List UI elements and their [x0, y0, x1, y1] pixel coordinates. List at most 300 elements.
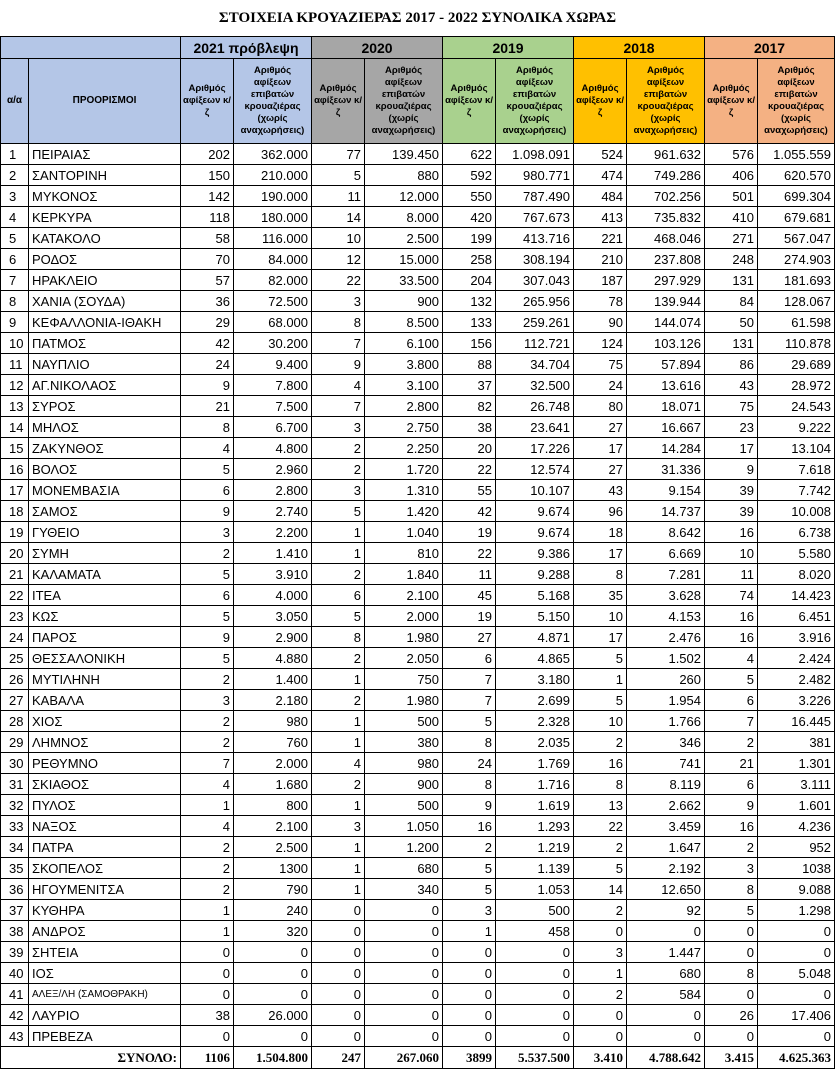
passengers-2020: 3.800: [365, 354, 443, 375]
passengers-2017: 3.226: [758, 690, 835, 711]
passengers-2019: 34.704: [496, 354, 574, 375]
passengers-2018: 139.944: [627, 291, 705, 312]
arrivals-2020: 1: [312, 795, 365, 816]
arrivals-2020: 7: [312, 396, 365, 417]
passengers-2021: 6.700: [234, 417, 312, 438]
arrivals-2020: 3: [312, 480, 365, 501]
destination-name: ΗΓΟΥΜΕΝΙΤΣΑ: [29, 879, 181, 900]
passengers-2019: 1.053: [496, 879, 574, 900]
passengers-2019: 0: [496, 963, 574, 984]
passengers-2019: 0: [496, 984, 574, 1005]
passengers-2017: 24.543: [758, 396, 835, 417]
passengers-2017: 1.601: [758, 795, 835, 816]
passengers-2020: 0: [365, 1026, 443, 1047]
table-row: [1, 186, 835, 207]
destination-name: ΑΛΕΞ/ΛΗ (ΣΑΜΟΘΡΑΚΗ): [29, 984, 181, 1005]
passengers-2021: 210.000: [234, 165, 312, 186]
arrivals-2020: 0: [312, 1005, 365, 1026]
passengers-2020: 500: [365, 795, 443, 816]
passengers-2019: 10.107: [496, 480, 574, 501]
passengers-2017: 14.423: [758, 585, 835, 606]
table-row: [1, 774, 835, 795]
table-row: [1, 312, 835, 333]
arrivals-2021: 57: [181, 270, 234, 291]
arrivals-2021: 7: [181, 753, 234, 774]
destination-name: ΚΑΛΑΜΑΤΑ: [29, 564, 181, 585]
arrivals-2019: 9: [443, 795, 496, 816]
passengers-2019: 5.150: [496, 606, 574, 627]
arrivals-2017: 50: [705, 312, 758, 333]
passengers-2019: 26.748: [496, 396, 574, 417]
destination-name: ΝΑΥΠΛΙΟ: [29, 354, 181, 375]
passengers-2018: 6.669: [627, 543, 705, 564]
column-header-row: [1, 59, 835, 144]
passengers-2021: 0: [234, 984, 312, 1005]
arrivals-2020: 7: [312, 333, 365, 354]
passengers-2021: 68.000: [234, 312, 312, 333]
arrivals-2021: 42: [181, 333, 234, 354]
passengers-2017: 3.111: [758, 774, 835, 795]
passengers-2018: 702.256: [627, 186, 705, 207]
destination-name: ΠΑΤΡΑ: [29, 837, 181, 858]
arrivals-2019: 204: [443, 270, 496, 291]
arrivals-2020: 6: [312, 585, 365, 606]
passengers-2021: 2.180: [234, 690, 312, 711]
arrivals-2019: 88: [443, 354, 496, 375]
arrivals-2020: 1: [312, 711, 365, 732]
destination-name: ΡΕΘΥΜΝΟ: [29, 753, 181, 774]
arrivals-2021: 3: [181, 690, 234, 711]
passengers-2021: 1300: [234, 858, 312, 879]
passengers-2020: 1.310: [365, 480, 443, 501]
passengers-2020: 880: [365, 165, 443, 186]
table-row: [1, 480, 835, 501]
passengers-2020: 8.500: [365, 312, 443, 333]
destination-name: ΒΟΛΟΣ: [29, 459, 181, 480]
table-row: [1, 270, 835, 291]
passengers-2020: 900: [365, 774, 443, 795]
passengers-2021: 0: [234, 942, 312, 963]
passengers-2018: 1.502: [627, 648, 705, 669]
passengers-2020: 1.720: [365, 459, 443, 480]
arrivals-2018: 2: [574, 900, 627, 921]
passengers-2017: 567.047: [758, 228, 835, 249]
arrivals-2018: 22: [574, 816, 627, 837]
arrivals-2019: 5: [443, 879, 496, 900]
table-row: [1, 690, 835, 711]
arrivals-2018: 1: [574, 963, 627, 984]
passengers-2020: 680: [365, 858, 443, 879]
arrivals-2019: 27: [443, 627, 496, 648]
passengers-2017: 3.916: [758, 627, 835, 648]
passengers-2020: 139.450: [365, 144, 443, 165]
passengers-2020: 1.420: [365, 501, 443, 522]
passengers-2020: 1.980: [365, 690, 443, 711]
passengers-2020: 980: [365, 753, 443, 774]
destination-name: ΛΗΜΝΟΣ: [29, 732, 181, 753]
destination-name: ΛΑΥΡΙΟ: [29, 1005, 181, 1026]
arrivals-2021: 2: [181, 732, 234, 753]
passengers-2019: 9.386: [496, 543, 574, 564]
passengers-2021: 7.500: [234, 396, 312, 417]
destination-name: ΜΟΝΕΜΒΑΣΙΑ: [29, 480, 181, 501]
arrivals-2017: 406: [705, 165, 758, 186]
passengers-header-2018: Αριθμός αφίξεων επιβατών κρουαζιέρας (χωρίς αναχωρήσεις): [627, 59, 705, 144]
arrivals-2017: 16: [705, 522, 758, 543]
arrivals-2017: 26: [705, 1005, 758, 1026]
passengers-2018: 57.894: [627, 354, 705, 375]
arrivals-2019: 82: [443, 396, 496, 417]
table-row: [1, 1005, 835, 1026]
passengers-2017: 8.020: [758, 564, 835, 585]
row-index: 12: [1, 375, 29, 396]
passengers-2019: 12.574: [496, 459, 574, 480]
passengers-2017: 9.088: [758, 879, 835, 900]
arrivals-2019: 19: [443, 606, 496, 627]
passengers-2017: 1038: [758, 858, 835, 879]
passengers-2021: 180.000: [234, 207, 312, 228]
arrivals-2018: 14: [574, 879, 627, 900]
passengers-2019: 413.716: [496, 228, 574, 249]
passengers-2017: 6.738: [758, 522, 835, 543]
row-index: 33: [1, 816, 29, 837]
arrivals-2017: 16: [705, 627, 758, 648]
arrivals-2018: 124: [574, 333, 627, 354]
passengers-2020: 340: [365, 879, 443, 900]
arrivals-2018: 0: [574, 921, 627, 942]
table-row: [1, 711, 835, 732]
row-index: 14: [1, 417, 29, 438]
row-index: 34: [1, 837, 29, 858]
destination-name: ΠΥΛΟΣ: [29, 795, 181, 816]
passengers-2021: 4.000: [234, 585, 312, 606]
row-index: 16: [1, 459, 29, 480]
arrivals-2019: 16: [443, 816, 496, 837]
passengers-2021: 790: [234, 879, 312, 900]
arrivals-2020: 1: [312, 669, 365, 690]
arrivals-2018: 24: [574, 375, 627, 396]
passengers-2019: 9.674: [496, 522, 574, 543]
arrivals-2018: 13: [574, 795, 627, 816]
passengers-2017: 620.570: [758, 165, 835, 186]
arrivals-2017: 0: [705, 984, 758, 1005]
passengers-2018: 1.647: [627, 837, 705, 858]
arrivals-2017: 16: [705, 606, 758, 627]
arrivals-2017: 501: [705, 186, 758, 207]
arrivals-2018: 5: [574, 690, 627, 711]
arrivals-2021: 1: [181, 921, 234, 942]
passengers-2020: 33.500: [365, 270, 443, 291]
arrivals-2018: 27: [574, 417, 627, 438]
arrivals-2020: 0: [312, 942, 365, 963]
passengers-2017: 17.406: [758, 1005, 835, 1026]
table-row: [1, 627, 835, 648]
row-index: 4: [1, 207, 29, 228]
header-blank: [1, 37, 181, 59]
passengers-2018: 103.126: [627, 333, 705, 354]
arrivals-2018: 17: [574, 438, 627, 459]
passengers-2017: 7.618: [758, 459, 835, 480]
arrivals-2018: 8: [574, 774, 627, 795]
arrivals-2017: 131: [705, 270, 758, 291]
passengers-2017: 679.681: [758, 207, 835, 228]
arrivals-2018: 3: [574, 942, 627, 963]
arrivals-2020: 0: [312, 984, 365, 1005]
arrivals-2017: 0: [705, 942, 758, 963]
destination-name: ΚΩΣ: [29, 606, 181, 627]
arrivals-2017: 2: [705, 837, 758, 858]
passengers-2018: 8.119: [627, 774, 705, 795]
total-arrivals-2017: 3.415: [705, 1047, 758, 1069]
passengers-2021: 760: [234, 732, 312, 753]
passengers-2021: 190.000: [234, 186, 312, 207]
passengers-2017: 0: [758, 984, 835, 1005]
row-index: 28: [1, 711, 29, 732]
row-index: 23: [1, 606, 29, 627]
passengers-2020: 2.800: [365, 396, 443, 417]
cruise-data-table: [0, 36, 835, 1069]
row-index: 31: [1, 774, 29, 795]
passengers-2019: 9.288: [496, 564, 574, 585]
passengers-2017: 5.580: [758, 543, 835, 564]
arrivals-2019: 42: [443, 501, 496, 522]
passengers-2019: 0: [496, 1026, 574, 1047]
arrivals-2017: 5: [705, 900, 758, 921]
arrivals-header-2020: Αριθμός αφίξεων κ/ζ: [312, 59, 365, 144]
passengers-2018: 0: [627, 1005, 705, 1026]
total-passengers-2021: 1.504.800: [234, 1047, 312, 1069]
arrivals-2019: 420: [443, 207, 496, 228]
table-row: [1, 732, 835, 753]
passengers-2020: 15.000: [365, 249, 443, 270]
passengers-2021: 0: [234, 1026, 312, 1047]
passengers-2017: 1.298: [758, 900, 835, 921]
passengers-2020: 810: [365, 543, 443, 564]
arrivals-2020: 3: [312, 291, 365, 312]
arrivals-2019: 0: [443, 942, 496, 963]
passengers-2018: 16.667: [627, 417, 705, 438]
destination-name: ΚΕΦΑΛΛΟΝΙΑ-ΙΘΑΚΗ: [29, 312, 181, 333]
row-index: 22: [1, 585, 29, 606]
passengers-2017: 699.304: [758, 186, 835, 207]
arrivals-2021: 0: [181, 1026, 234, 1047]
table-row: [1, 669, 835, 690]
row-index: 5: [1, 228, 29, 249]
passengers-2020: 6.100: [365, 333, 443, 354]
passengers-header-2019: Αριθμός αφίξεων επιβατών κρουαζιέρας (χωρίς αναχωρήσεις): [496, 59, 574, 144]
table-row: [1, 501, 835, 522]
arrivals-2020: 1: [312, 543, 365, 564]
arrivals-header-2018: Αριθμός αφίξεων κ/ζ: [574, 59, 627, 144]
destination-name: ΓΥΘΕΙΟ: [29, 522, 181, 543]
passengers-2021: 30.200: [234, 333, 312, 354]
passengers-2020: 380: [365, 732, 443, 753]
row-index: 8: [1, 291, 29, 312]
arrivals-2019: 0: [443, 1026, 496, 1047]
passengers-2020: 0: [365, 1005, 443, 1026]
passengers-2019: 500: [496, 900, 574, 921]
arrivals-2019: 258: [443, 249, 496, 270]
arrivals-2020: 2: [312, 690, 365, 711]
passengers-2017: 952: [758, 837, 835, 858]
row-index: 9: [1, 312, 29, 333]
passengers-2017: 6.451: [758, 606, 835, 627]
arrivals-2020: 1: [312, 522, 365, 543]
arrivals-2020: 3: [312, 816, 365, 837]
arrivals-2017: 10: [705, 543, 758, 564]
table-row: [1, 585, 835, 606]
passengers-2021: 2.740: [234, 501, 312, 522]
table-row: [1, 207, 835, 228]
passengers-2021: 4.800: [234, 438, 312, 459]
row-index: 30: [1, 753, 29, 774]
arrivals-2017: 23: [705, 417, 758, 438]
passengers-2019: 458: [496, 921, 574, 942]
arrivals-2021: 70: [181, 249, 234, 270]
arrivals-2020: 9: [312, 354, 365, 375]
passengers-header-2021: Αριθμός αφίξεων επιβατών κρουαζιέρας (χωρίς αναχωρήσεις): [234, 59, 312, 144]
arrivals-2020: 3: [312, 417, 365, 438]
passengers-2020: 900: [365, 291, 443, 312]
passengers-2019: 3.180: [496, 669, 574, 690]
arrivals-2021: 0: [181, 984, 234, 1005]
arrivals-2021: 6: [181, 480, 234, 501]
passengers-2018: 2.192: [627, 858, 705, 879]
passengers-2019: 1.619: [496, 795, 574, 816]
arrivals-2018: 2: [574, 984, 627, 1005]
passengers-2021: 26.000: [234, 1005, 312, 1026]
passengers-2019: 307.043: [496, 270, 574, 291]
arrivals-2020: 2: [312, 648, 365, 669]
arrivals-2020: 2: [312, 774, 365, 795]
passengers-2021: 82.000: [234, 270, 312, 291]
destination-name: ΙΟΣ: [29, 963, 181, 984]
passengers-2018: 1.766: [627, 711, 705, 732]
passengers-2019: 787.490: [496, 186, 574, 207]
arrivals-2020: 5: [312, 606, 365, 627]
passengers-2019: 1.098.091: [496, 144, 574, 165]
arrivals-2018: 96: [574, 501, 627, 522]
passengers-2017: 0: [758, 1026, 835, 1047]
passengers-2018: 741: [627, 753, 705, 774]
passengers-2021: 362.000: [234, 144, 312, 165]
passengers-2017: 110.878: [758, 333, 835, 354]
arrivals-2018: 484: [574, 186, 627, 207]
arrivals-2017: 21: [705, 753, 758, 774]
arrivals-2017: 0: [705, 1026, 758, 1047]
arrivals-2021: 2: [181, 669, 234, 690]
passengers-2021: 2.100: [234, 816, 312, 837]
destinations-header: ΠΡΟΟΡΙΣΜΟΙ: [29, 59, 181, 144]
arrivals-header-2019: Αριθμός αφίξεων κ/ζ: [443, 59, 496, 144]
arrivals-2021: 2: [181, 858, 234, 879]
passengers-2017: 16.445: [758, 711, 835, 732]
passengers-2018: 13.616: [627, 375, 705, 396]
table-row: [1, 417, 835, 438]
table-row: [1, 795, 835, 816]
arrivals-2020: 0: [312, 921, 365, 942]
total-arrivals-2019: 3899: [443, 1047, 496, 1069]
table-row: [1, 963, 835, 984]
row-index: 41: [1, 984, 29, 1005]
arrivals-2020: 1: [312, 732, 365, 753]
row-index: 26: [1, 669, 29, 690]
row-index: 35: [1, 858, 29, 879]
passengers-2020: 1.050: [365, 816, 443, 837]
passengers-2019: 32.500: [496, 375, 574, 396]
arrivals-2019: 132: [443, 291, 496, 312]
arrivals-2020: 8: [312, 627, 365, 648]
passengers-2019: 4.871: [496, 627, 574, 648]
arrivals-2020: 12: [312, 249, 365, 270]
arrivals-2021: 142: [181, 186, 234, 207]
arrivals-2019: 22: [443, 459, 496, 480]
arrivals-2019: 37: [443, 375, 496, 396]
passengers-2018: 8.642: [627, 522, 705, 543]
year-2020-header: 2020: [312, 37, 443, 59]
arrivals-2018: 90: [574, 312, 627, 333]
passengers-2017: 7.742: [758, 480, 835, 501]
destination-name: ΠΡΕΒΕΖΑ: [29, 1026, 181, 1047]
arrivals-2019: 8: [443, 774, 496, 795]
row-index: 1: [1, 144, 29, 165]
table-row: [1, 606, 835, 627]
passengers-2019: 112.721: [496, 333, 574, 354]
passengers-2021: 2.200: [234, 522, 312, 543]
destination-name: ΣΥΜΗ: [29, 543, 181, 564]
passengers-2020: 2.750: [365, 417, 443, 438]
passengers-2018: 9.154: [627, 480, 705, 501]
table-row: [1, 921, 835, 942]
arrivals-2020: 2: [312, 438, 365, 459]
arrivals-2021: 36: [181, 291, 234, 312]
destination-name: ΡΟΔΟΣ: [29, 249, 181, 270]
row-index: 2: [1, 165, 29, 186]
total-passengers-2020: 267.060: [365, 1047, 443, 1069]
arrivals-2020: 22: [312, 270, 365, 291]
destination-name: ΝΑΞΟΣ: [29, 816, 181, 837]
passengers-2021: 4.880: [234, 648, 312, 669]
table-row: [1, 522, 835, 543]
passengers-2018: 12.650: [627, 879, 705, 900]
arrivals-2020: 4: [312, 753, 365, 774]
passengers-2017: 1.055.559: [758, 144, 835, 165]
passengers-2017: 381: [758, 732, 835, 753]
arrivals-2018: 187: [574, 270, 627, 291]
passengers-2018: 14.284: [627, 438, 705, 459]
arrivals-2018: 35: [574, 585, 627, 606]
arrivals-2019: 55: [443, 480, 496, 501]
arrivals-2018: 43: [574, 480, 627, 501]
passengers-2018: 2.476: [627, 627, 705, 648]
arrivals-2021: 6: [181, 585, 234, 606]
row-index: 3: [1, 186, 29, 207]
table-row: [1, 753, 835, 774]
year-2018-header: 2018: [574, 37, 705, 59]
arrivals-2017: 43: [705, 375, 758, 396]
table-row: [1, 942, 835, 963]
arrivals-2021: 4: [181, 774, 234, 795]
passengers-2018: 749.286: [627, 165, 705, 186]
destination-name: ΚΕΡΚΥΡΑ: [29, 207, 181, 228]
passengers-2017: 4.236: [758, 816, 835, 837]
destination-name: ΚΥΘΗΡΑ: [29, 900, 181, 921]
destination-name: ΣΑΝΤΟΡΙΝΗ: [29, 165, 181, 186]
total-passengers-2017: 4.625.363: [758, 1047, 835, 1069]
passengers-2019: 9.674: [496, 501, 574, 522]
table-row: [1, 228, 835, 249]
row-index: 21: [1, 564, 29, 585]
